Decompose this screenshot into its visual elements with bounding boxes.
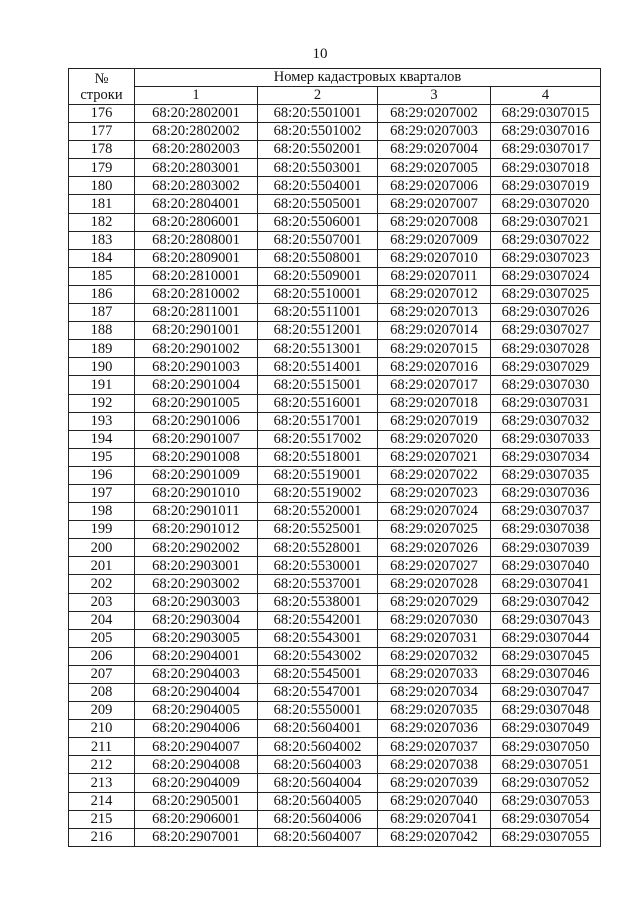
- table-row: [69, 738, 601, 756]
- cadastral-number-cell: 68:29:0207039: [378, 774, 491, 792]
- table-row: [69, 304, 601, 322]
- cadastral-number-cell: 68:29:0207007: [378, 195, 491, 213]
- cadastral-number-cell: 68:20:5530001: [258, 557, 378, 575]
- cadastral-number-cell: 68:29:0307047: [491, 684, 601, 702]
- cadastral-number-cell: 68:20:5604005: [258, 792, 378, 810]
- cadastral-number-cell: 68:20:2901011: [135, 503, 258, 521]
- cadastral-number-cell: 68:29:0207004: [378, 141, 491, 159]
- cadastral-number-cell: 68:29:0207014: [378, 322, 491, 340]
- cadastral-number-cell: 68:20:2904005: [135, 702, 258, 720]
- table-row: [69, 702, 601, 720]
- cadastral-number-cell: 68:20:2804001: [135, 195, 258, 213]
- cadastral-number-cell: 68:20:2811001: [135, 304, 258, 322]
- table-body: [69, 105, 601, 847]
- cadastral-number-cell: 68:20:2901008: [135, 448, 258, 466]
- table-row: [69, 665, 601, 683]
- cadastral-number-cell: 68:29:0307043: [491, 611, 601, 629]
- row-number-cell: 189: [69, 340, 135, 358]
- cadastral-number-cell: 68:20:5550001: [258, 702, 378, 720]
- table-row: [69, 593, 601, 611]
- cadastral-number-cell: 68:29:0307037: [491, 503, 601, 521]
- cadastral-number-cell: 68:20:5517002: [258, 430, 378, 448]
- cadastral-number-cell: 68:20:2904006: [135, 720, 258, 738]
- table-row: [69, 611, 601, 629]
- cadastral-number-cell: 68:20:5545001: [258, 665, 378, 683]
- row-number-cell: 181: [69, 195, 135, 213]
- row-number-cell: 202: [69, 575, 135, 593]
- cadastral-number-cell: 68:29:0207016: [378, 358, 491, 376]
- page-number: 10: [312, 46, 328, 62]
- table-row: [69, 557, 601, 575]
- cadastral-number-cell: 68:29:0307023: [491, 249, 601, 267]
- cadastral-number-cell: 68:29:0207036: [378, 720, 491, 738]
- cadastral-number-cell: 68:20:2903005: [135, 629, 258, 647]
- cadastral-number-cell: 68:29:0307030: [491, 376, 601, 394]
- cadastral-number-cell: 68:20:5501002: [258, 123, 378, 141]
- cadastral-number-cell: 68:20:2904004: [135, 684, 258, 702]
- cadastral-number-cell: 68:20:2903004: [135, 611, 258, 629]
- cadastral-number-cell: 68:20:5537001: [258, 575, 378, 593]
- cadastral-number-cell: 68:20:2901009: [135, 466, 258, 484]
- cadastral-number-cell: 68:20:2901007: [135, 430, 258, 448]
- cadastral-number-cell: 68:20:5508001: [258, 249, 378, 267]
- cadastral-number-cell: 68:29:0207042: [378, 828, 491, 846]
- cadastral-number-cell: 68:29:0307029: [491, 358, 601, 376]
- cadastral-number-cell: 68:29:0207025: [378, 521, 491, 539]
- row-number-cell: 191: [69, 376, 135, 394]
- table-row: [69, 213, 601, 231]
- cadastral-number-cell: 68:29:0207020: [378, 430, 491, 448]
- cadastral-number-cell: 68:29:0307032: [491, 412, 601, 430]
- row-number-cell: 214: [69, 792, 135, 810]
- table-row: [69, 231, 601, 249]
- cadastral-number-cell: 68:20:5502001: [258, 141, 378, 159]
- cadastral-number-cell: 68:20:5504001: [258, 177, 378, 195]
- cadastral-number-cell: 68:20:5509001: [258, 267, 378, 285]
- cadastral-number-cell: 68:20:5525001: [258, 521, 378, 539]
- table-row: [69, 249, 601, 267]
- column-number-3: 3: [378, 87, 491, 105]
- cadastral-number-cell: 68:29:0307020: [491, 195, 601, 213]
- row-number-cell: 203: [69, 593, 135, 611]
- cadastral-number-cell: 68:20:5501001: [258, 105, 378, 123]
- cadastral-number-cell: 68:29:0307038: [491, 521, 601, 539]
- cadastral-number-cell: 68:29:0307042: [491, 593, 601, 611]
- cadastral-number-cell: 68:29:0307015: [491, 105, 601, 123]
- row-number-cell: 213: [69, 774, 135, 792]
- cadastral-number-cell: 68:20:2803001: [135, 159, 258, 177]
- table-row: [69, 792, 601, 810]
- cadastral-number-cell: 68:20:2901010: [135, 484, 258, 502]
- cadastral-number-cell: 68:20:5510001: [258, 285, 378, 303]
- cadastral-number-cell: 68:29:0307019: [491, 177, 601, 195]
- cadastral-number-cell: 68:29:0207017: [378, 376, 491, 394]
- cadastral-number-cell: 68:20:2810001: [135, 267, 258, 285]
- cadastral-number-cell: 68:29:0307046: [491, 665, 601, 683]
- row-number-cell: 187: [69, 304, 135, 322]
- cadastral-number-cell: 68:20:5506001: [258, 213, 378, 231]
- cadastral-number-cell: 68:29:0207003: [378, 123, 491, 141]
- cadastral-number-cell: 68:29:0207015: [378, 340, 491, 358]
- cadastral-number-cell: 68:29:0207040: [378, 792, 491, 810]
- cadastral-number-cell: 68:29:0207028: [378, 575, 491, 593]
- table-row: [69, 340, 601, 358]
- cadastral-number-cell: 68:29:0207002: [378, 105, 491, 123]
- table-row: [69, 159, 601, 177]
- cadastral-number-cell: 68:20:5512001: [258, 322, 378, 340]
- cadastral-number-cell: 68:29:0207021: [378, 448, 491, 466]
- table-row: [69, 322, 601, 340]
- table-row: [69, 539, 601, 557]
- cadastral-number-cell: 68:29:0207029: [378, 593, 491, 611]
- row-number-cell: 209: [69, 702, 135, 720]
- cadastral-number-cell: 68:20:2802002: [135, 123, 258, 141]
- cadastral-number-cell: 68:29:0307049: [491, 720, 601, 738]
- cadastral-number-cell: 68:20:5515001: [258, 376, 378, 394]
- cadastral-number-cell: 68:20:5518001: [258, 448, 378, 466]
- cadastral-number-cell: 68:20:2802001: [135, 105, 258, 123]
- row-number-cell: 185: [69, 267, 135, 285]
- cadastral-number-cell: 68:29:0207018: [378, 394, 491, 412]
- cadastral-number-cell: 68:20:5604004: [258, 774, 378, 792]
- row-number-cell: 177: [69, 123, 135, 141]
- row-number-cell: 201: [69, 557, 135, 575]
- table-row: [69, 448, 601, 466]
- cadastral-number-cell: 68:20:2902002: [135, 539, 258, 557]
- row-number-cell: 207: [69, 665, 135, 683]
- table-row: [69, 828, 601, 846]
- cadastral-number-cell: 68:29:0307024: [491, 267, 601, 285]
- cadastral-number-cell: 68:29:0307025: [491, 285, 601, 303]
- cadastral-number-cell: 68:29:0307028: [491, 340, 601, 358]
- cadastral-number-cell: 68:29:0307021: [491, 213, 601, 231]
- cadastral-number-cell: 68:29:0207022: [378, 466, 491, 484]
- cadastral-number-cell: 68:29:0307034: [491, 448, 601, 466]
- row-number-cell: 199: [69, 521, 135, 539]
- table-row: [69, 358, 601, 376]
- table-row: [69, 720, 601, 738]
- cadastral-number-cell: 68:20:5604002: [258, 738, 378, 756]
- column-number-2: 2: [258, 87, 378, 105]
- cadastral-number-cell: 68:29:0207024: [378, 503, 491, 521]
- cadastral-number-cell: 68:29:0307026: [491, 304, 601, 322]
- cadastral-number-cell: 68:20:2802003: [135, 141, 258, 159]
- table-row: [69, 575, 601, 593]
- row-number-cell: 188: [69, 322, 135, 340]
- cadastral-number-cell: 68:20:2907001: [135, 828, 258, 846]
- cadastral-number-cell: 68:29:0307016: [491, 123, 601, 141]
- cadastral-number-cell: 68:29:0207032: [378, 647, 491, 665]
- cadastral-number-cell: 68:29:0207041: [378, 810, 491, 828]
- cadastral-number-cell: 68:29:0307050: [491, 738, 601, 756]
- cadastral-number-cell: 68:29:0207011: [378, 267, 491, 285]
- cadastral-number-cell: 68:29:0307033: [491, 430, 601, 448]
- cadastral-number-cell: 68:20:2901002: [135, 340, 258, 358]
- row-number-cell: 176: [69, 105, 135, 123]
- row-number-cell: 216: [69, 828, 135, 846]
- cadastral-number-cell: 68:20:5547001: [258, 684, 378, 702]
- cadastral-number-cell: 68:20:5507001: [258, 231, 378, 249]
- table-row: [69, 521, 601, 539]
- cadastral-number-cell: 68:29:0207030: [378, 611, 491, 629]
- row-number-cell: 193: [69, 412, 135, 430]
- row-number-cell: 184: [69, 249, 135, 267]
- cadastral-number-cell: 68:20:5519001: [258, 466, 378, 484]
- cadastral-number-cell: 68:29:0207031: [378, 629, 491, 647]
- table-row: [69, 629, 601, 647]
- table-row: [69, 810, 601, 828]
- table-row: [69, 376, 601, 394]
- cadastral-number-cell: 68:29:0207010: [378, 249, 491, 267]
- cadastral-number-cell: 68:29:0207009: [378, 231, 491, 249]
- cadastral-number-cell: 68:29:0207006: [378, 177, 491, 195]
- cadastral-number-cell: 68:29:0307052: [491, 774, 601, 792]
- cadastral-number-cell: 68:20:5542001: [258, 611, 378, 629]
- table-row: [69, 503, 601, 521]
- table-row: [69, 123, 601, 141]
- column-number-4: 4: [491, 87, 601, 105]
- cadastral-number-cell: 68:20:2803002: [135, 177, 258, 195]
- cadastral-number-cell: 68:29:0207013: [378, 304, 491, 322]
- row-number-cell: 186: [69, 285, 135, 303]
- cadastral-number-cell: 68:20:5520001: [258, 503, 378, 521]
- cadastral-number-cell: 68:20:5517001: [258, 412, 378, 430]
- cadastral-number-cell: 68:29:0307044: [491, 629, 601, 647]
- cadastral-number-cell: 68:29:0207038: [378, 756, 491, 774]
- cadastral-number-cell: 68:29:0307017: [491, 141, 601, 159]
- cadastral-number-cell: 68:29:0207037: [378, 738, 491, 756]
- table-row: [69, 412, 601, 430]
- cadastral-number-cell: 68:20:2901012: [135, 521, 258, 539]
- cadastral-number-cell: 68:20:5513001: [258, 340, 378, 358]
- cadastral-number-cell: 68:29:0307055: [491, 828, 601, 846]
- row-number-cell: 180: [69, 177, 135, 195]
- cadastral-number-cell: 68:20:5604001: [258, 720, 378, 738]
- cadastral-number-cell: 68:29:0307054: [491, 810, 601, 828]
- cadastral-number-cell: 68:20:5543002: [258, 647, 378, 665]
- table-row: [69, 684, 601, 702]
- cadastral-number-cell: 68:29:0307048: [491, 702, 601, 720]
- cadastral-number-cell: 68:29:0207012: [378, 285, 491, 303]
- row-number-cell: 197: [69, 484, 135, 502]
- row-number-cell: 210: [69, 720, 135, 738]
- table-row: [69, 430, 601, 448]
- cadastral-number-cell: 68:20:2808001: [135, 231, 258, 249]
- row-number-cell: 205: [69, 629, 135, 647]
- cadastral-number-cell: 68:20:2901004: [135, 376, 258, 394]
- row-number-cell: 190: [69, 358, 135, 376]
- cadastral-number-cell: 68:29:0307045: [491, 647, 601, 665]
- cadastral-number-cell: 68:20:5505001: [258, 195, 378, 213]
- cadastral-number-cell: 68:20:2904001: [135, 647, 258, 665]
- cadastral-number-cell: 68:29:0307018: [491, 159, 601, 177]
- table-row: [69, 267, 601, 285]
- cadastral-number-cell: 68:20:2901003: [135, 358, 258, 376]
- table-row: [69, 394, 601, 412]
- row-number-cell: 206: [69, 647, 135, 665]
- table-row: [69, 195, 601, 213]
- cadastral-number-cell: 68:20:2904007: [135, 738, 258, 756]
- cadastral-number-cell: 68:20:2901006: [135, 412, 258, 430]
- row-number-cell: 198: [69, 503, 135, 521]
- row-number-cell: 182: [69, 213, 135, 231]
- cadastral-number-cell: 68:20:5503001: [258, 159, 378, 177]
- cadastral-number-cell: 68:29:0207005: [378, 159, 491, 177]
- row-number-header-line2: строки: [80, 86, 123, 103]
- cadastral-number-cell: 68:20:2904008: [135, 756, 258, 774]
- cadastral-number-cell: 68:20:2903002: [135, 575, 258, 593]
- cadastral-number-cell: 68:29:0207027: [378, 557, 491, 575]
- cadastral-number-cell: 68:20:5528001: [258, 539, 378, 557]
- row-number-cell: 192: [69, 394, 135, 412]
- cadastral-number-cell: 68:20:2904009: [135, 774, 258, 792]
- cadastral-number-cell: 68:20:5519002: [258, 484, 378, 502]
- cadastral-number-cell: 68:20:2806001: [135, 213, 258, 231]
- row-number-cell: 196: [69, 466, 135, 484]
- cadastral-number-cell: 68:20:5604006: [258, 810, 378, 828]
- cadastral-number-cell: 68:29:0307035: [491, 466, 601, 484]
- row-number-cell: 208: [69, 684, 135, 702]
- cadastral-number-cell: 68:29:0207023: [378, 484, 491, 502]
- table-row: [69, 466, 601, 484]
- table-row: [69, 177, 601, 195]
- cadastral-number-cell: 68:20:5516001: [258, 394, 378, 412]
- cadastral-quarters-table: [68, 68, 601, 847]
- cadastral-number-cell: 68:20:5543001: [258, 629, 378, 647]
- cadastral-number-cell: 68:20:5511001: [258, 304, 378, 322]
- row-number-cell: 179: [69, 159, 135, 177]
- cadastral-number-cell: 68:29:0307051: [491, 756, 601, 774]
- table-row: [69, 285, 601, 303]
- row-number-cell: 200: [69, 539, 135, 557]
- cadastral-number-cell: 68:20:2810002: [135, 285, 258, 303]
- cadastral-number-cell: 68:29:0207035: [378, 702, 491, 720]
- table-row: [69, 756, 601, 774]
- table-row: [69, 774, 601, 792]
- row-number-cell: 211: [69, 738, 135, 756]
- cadastral-number-cell: 68:20:5538001: [258, 593, 378, 611]
- cadastral-number-cell: 68:20:2903003: [135, 593, 258, 611]
- row-number-cell: 212: [69, 756, 135, 774]
- cadastral-number-cell: 68:20:5604003: [258, 756, 378, 774]
- cadastral-number-cell: 68:20:5514001: [258, 358, 378, 376]
- row-number-cell: 178: [69, 141, 135, 159]
- cadastral-number-cell: 68:29:0207034: [378, 684, 491, 702]
- cadastral-number-cell: 68:29:0307039: [491, 539, 601, 557]
- row-number-cell: 183: [69, 231, 135, 249]
- table-row: [69, 141, 601, 159]
- cadastral-number-cell: 68:29:0207008: [378, 213, 491, 231]
- row-number-cell: 194: [69, 430, 135, 448]
- cadastral-number-cell: 68:29:0207033: [378, 665, 491, 683]
- row-number-header: [69, 69, 135, 105]
- table-row: [69, 105, 601, 123]
- cadastral-number-cell: 68:20:2906001: [135, 810, 258, 828]
- row-number-cell: 195: [69, 448, 135, 466]
- cadastral-number-cell: 68:29:0307036: [491, 484, 601, 502]
- cadastral-number-cell: 68:20:2903001: [135, 557, 258, 575]
- cadastral-number-cell: 68:20:2901005: [135, 394, 258, 412]
- cadastral-number-cell: 68:20:2904003: [135, 665, 258, 683]
- cadastral-number-cell: 68:20:2905001: [135, 792, 258, 810]
- cadastral-number-cell: 68:20:5604007: [258, 828, 378, 846]
- row-number-header-line1: №: [94, 70, 109, 87]
- cadastral-number-cell: 68:20:2809001: [135, 249, 258, 267]
- column-number-1: 1: [135, 87, 258, 105]
- cadastral-number-cell: 68:29:0207019: [378, 412, 491, 430]
- cadastral-number-cell: 68:29:0307022: [491, 231, 601, 249]
- cadastral-number-cell: 68:29:0307027: [491, 322, 601, 340]
- group-header: Номер кадастровых кварталов: [135, 69, 601, 87]
- row-number-cell: 215: [69, 810, 135, 828]
- cadastral-number-cell: 68:29:0307053: [491, 792, 601, 810]
- cadastral-number-cell: 68:20:2901001: [135, 322, 258, 340]
- table-row: [69, 484, 601, 502]
- cadastral-number-cell: 68:29:0307041: [491, 575, 601, 593]
- table-row: [69, 647, 601, 665]
- cadastral-number-cell: 68:29:0307031: [491, 394, 601, 412]
- cadastral-number-cell: 68:29:0307040: [491, 557, 601, 575]
- cadastral-number-cell: 68:29:0207026: [378, 539, 491, 557]
- row-number-cell: 204: [69, 611, 135, 629]
